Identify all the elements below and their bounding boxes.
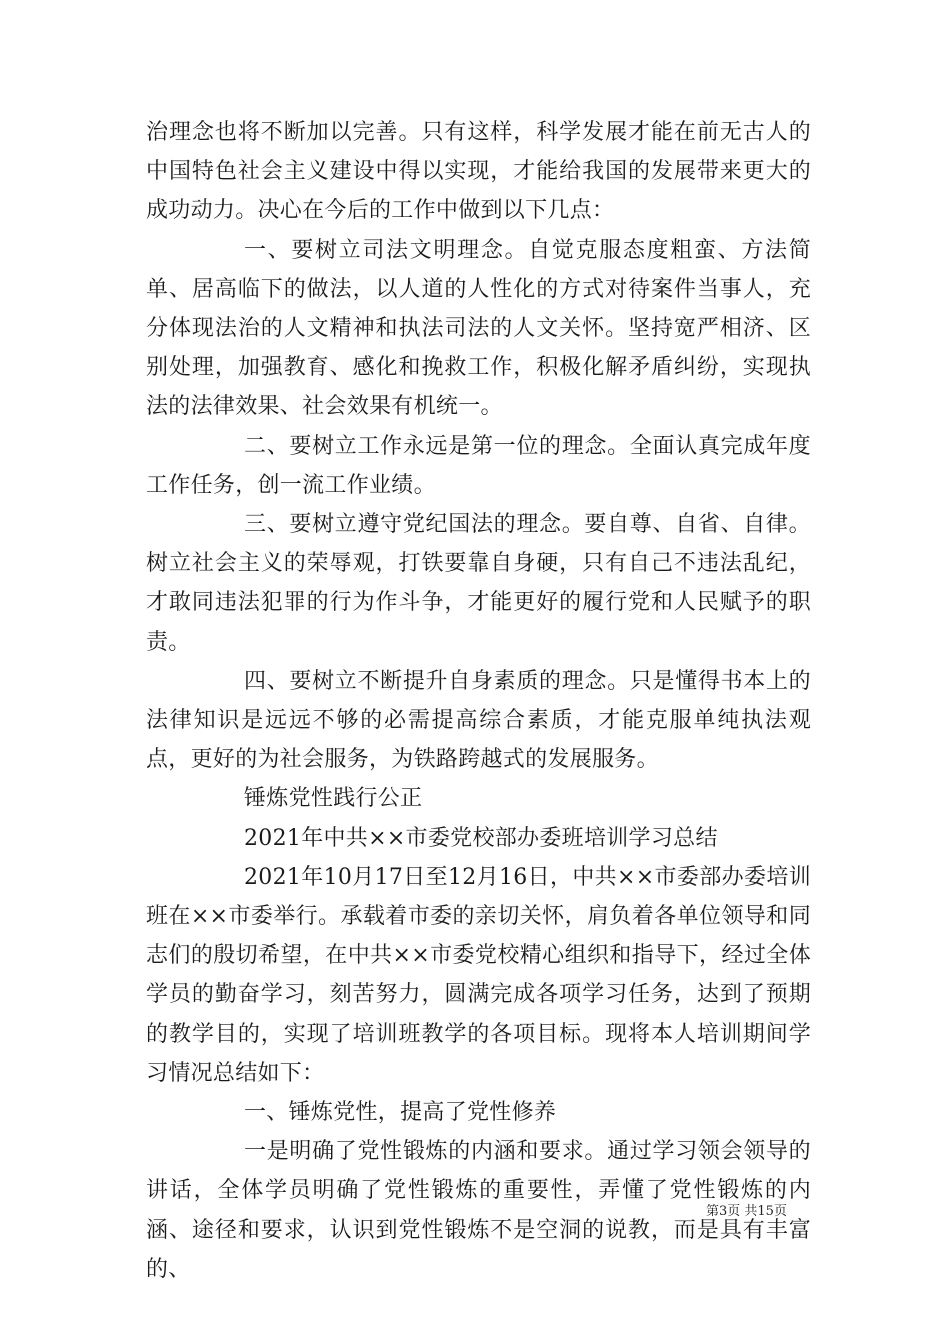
paragraph-continuation: 治理念也将不断加以完善。只有这样，科学发展才能在前无古人的中国特色社会主义建设中得以实现，才能给我国的发展带来更大的成功动力。决心在今后的工作中做到以下几点： xyxy=(146,120,811,224)
report-title: 2021年中共××市委党校部办委班培训学习总结 xyxy=(244,825,718,851)
paragraph-sub-point: 一是明确了党性锻炼的内涵和要求。通过学习领会领导的讲话，全体学员明确了党性锻炼的重要性，弄懂了党性锻炼的内涵、途径和要求，认识到党性锻炼不是空洞的说教，而是具有丰富的、 xyxy=(146,1139,811,1282)
paragraph-point-three: 三、要树立遵守党纪国法的理念。要自尊、自省、自律。树立社会主义的荣辱观，打铁要靠自身硬，只有自己不违法乱纪，才敢同违法犯罪的行为作斗争，才能更好的履行党和人民赋予的职责。 xyxy=(146,512,811,655)
paragraph-intro: 2021年10月17日至12月16日，中共××市委部办委培训班在××市委举行。承载着市委的亲切关怀，肩负着各单位领导和同志们的殷切希望，在中共××市委党校精心组织和指导下，经过全体学员的勤奋学习，刻苦努力，圆满完成各项学习任务，达到了预期的教学目的，实现了培训班教学的各项目标。现将本人培训期间学习情况总结如下： xyxy=(146,864,811,1086)
section-heading: 一、锤炼党性，提高了党性修养 xyxy=(244,1100,557,1126)
paragraph-point-two: 二、要树立工作永远是第一位的理念。全面认真完成年度工作任务，创一流工作业绩。 xyxy=(146,433,811,498)
document-body xyxy=(146,113,811,1289)
paragraph-point-one: 一、要树立司法文明理念。自觉克服态度粗蛮、方法简单、居高临下的做法，以人道的人性化的方式对待案件当事人，充分体现法治的人文精神和执法司法的人文关怀。坚持宽严相济、区别处理，加强教育、感化和挽救工作，积极化解矛盾纠纷，实现执法的法律效果、社会效果有机统一。 xyxy=(146,237,811,420)
section-title: 锤炼党性践行公正 xyxy=(244,786,423,812)
page-number-footer: 第3页 共15页 xyxy=(706,1204,787,1219)
paragraph-point-four: 四、要树立不断提升自身素质的理念。只是懂得书本上的法律知识是远远不够的必需提高综合素质，才能克服单纯执法观点，更好的为社会服务，为铁路跨越式的发展服务。 xyxy=(146,668,811,773)
